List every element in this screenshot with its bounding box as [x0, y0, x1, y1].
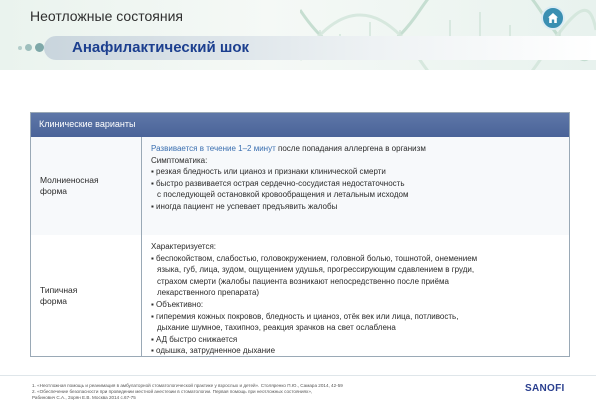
bullet-continuation: с последующей остановкой кровообращения и летальным исходом [157, 190, 409, 200]
reference-line: 2. «Обеспечение безопасности при проведении местной анестезии в стоматологии. Первая помощь при неотложных состояниях», [32, 389, 313, 395]
description-line: Развивается в течение 1–2 минут после попадания аллергена в организм [151, 144, 426, 153]
footer-divider [0, 375, 596, 376]
row-label-line: Молниеносная [40, 175, 99, 185]
bullet-continuation: лекарственного препарата) [157, 288, 260, 298]
highlight-text: Развивается в течение 1–2 минут [151, 144, 276, 153]
description-line: Симптоматика: [151, 155, 208, 165]
bullet-continuation: языка, губ, лица, зудом, ощущением удушья, прогрессирующим сдавлением в груди, [157, 265, 475, 275]
references [32, 383, 502, 402]
reference-line: Рабинович С.А., Зорян Е.В. Москва 2014 с.67-75 [32, 395, 136, 401]
table-row [31, 235, 569, 356]
bullet-item: ▪ резкая бледность или цианоз и признаки клинической смерти [151, 167, 386, 177]
table-row [31, 137, 569, 236]
bullet-continuation: дыхание шумное, тахипноэ, реакция зрачков на свет ослаблена [157, 323, 396, 333]
bullet-item: ▪ гиперемия кожных покровов, бледность и цианоз, отёк век или лица, потливость, [151, 311, 459, 321]
row-label-line: Типичная [40, 284, 78, 295]
home-icon [547, 12, 559, 24]
bullet-item: ▪ Объективно: [151, 299, 204, 309]
table-header: Клинические варианты [31, 113, 569, 137]
bullet-item: ▪ одышка, затрудненное дыхание [151, 346, 276, 356]
bullet-continuation: страхом смерти (жалобы пациента возникают непосредственно после приёма [157, 276, 449, 286]
row-description [143, 235, 569, 356]
bullet-item: ▪ беспокойством, слабостью, головокружением, головной болью, тошнотой, онемением [151, 253, 478, 263]
clinical-variants-table [30, 112, 570, 357]
slide-title: Анафилактический шок [72, 39, 250, 56]
bullet-item: ▪ иногда пациент не успевает предъявить жалобы [151, 201, 338, 211]
home-button[interactable] [541, 6, 565, 30]
title-bar [18, 36, 596, 60]
row-description [143, 137, 569, 235]
row-label [31, 137, 142, 235]
row-label [31, 235, 142, 356]
sanofi-logo: SANOFI [525, 383, 565, 394]
row-label-line: форма [40, 186, 68, 196]
description-line: Характеризуется: [151, 242, 217, 251]
bullet-item: ▪ АД быстро снижается [151, 334, 238, 344]
reference-line: 1. «Неотложная помощь и реанимация в амбулаторной стоматологической практике у взрослых и детей». Столяренко П.Ю., Самара 2014, 42-59 [32, 383, 343, 388]
section-title: Неотложные состояния [30, 8, 183, 24]
bullet-item: ▪ быстро развивается острая сердечно-сосудистая недостаточность [151, 178, 405, 188]
row-label-line: форма [40, 295, 68, 306]
